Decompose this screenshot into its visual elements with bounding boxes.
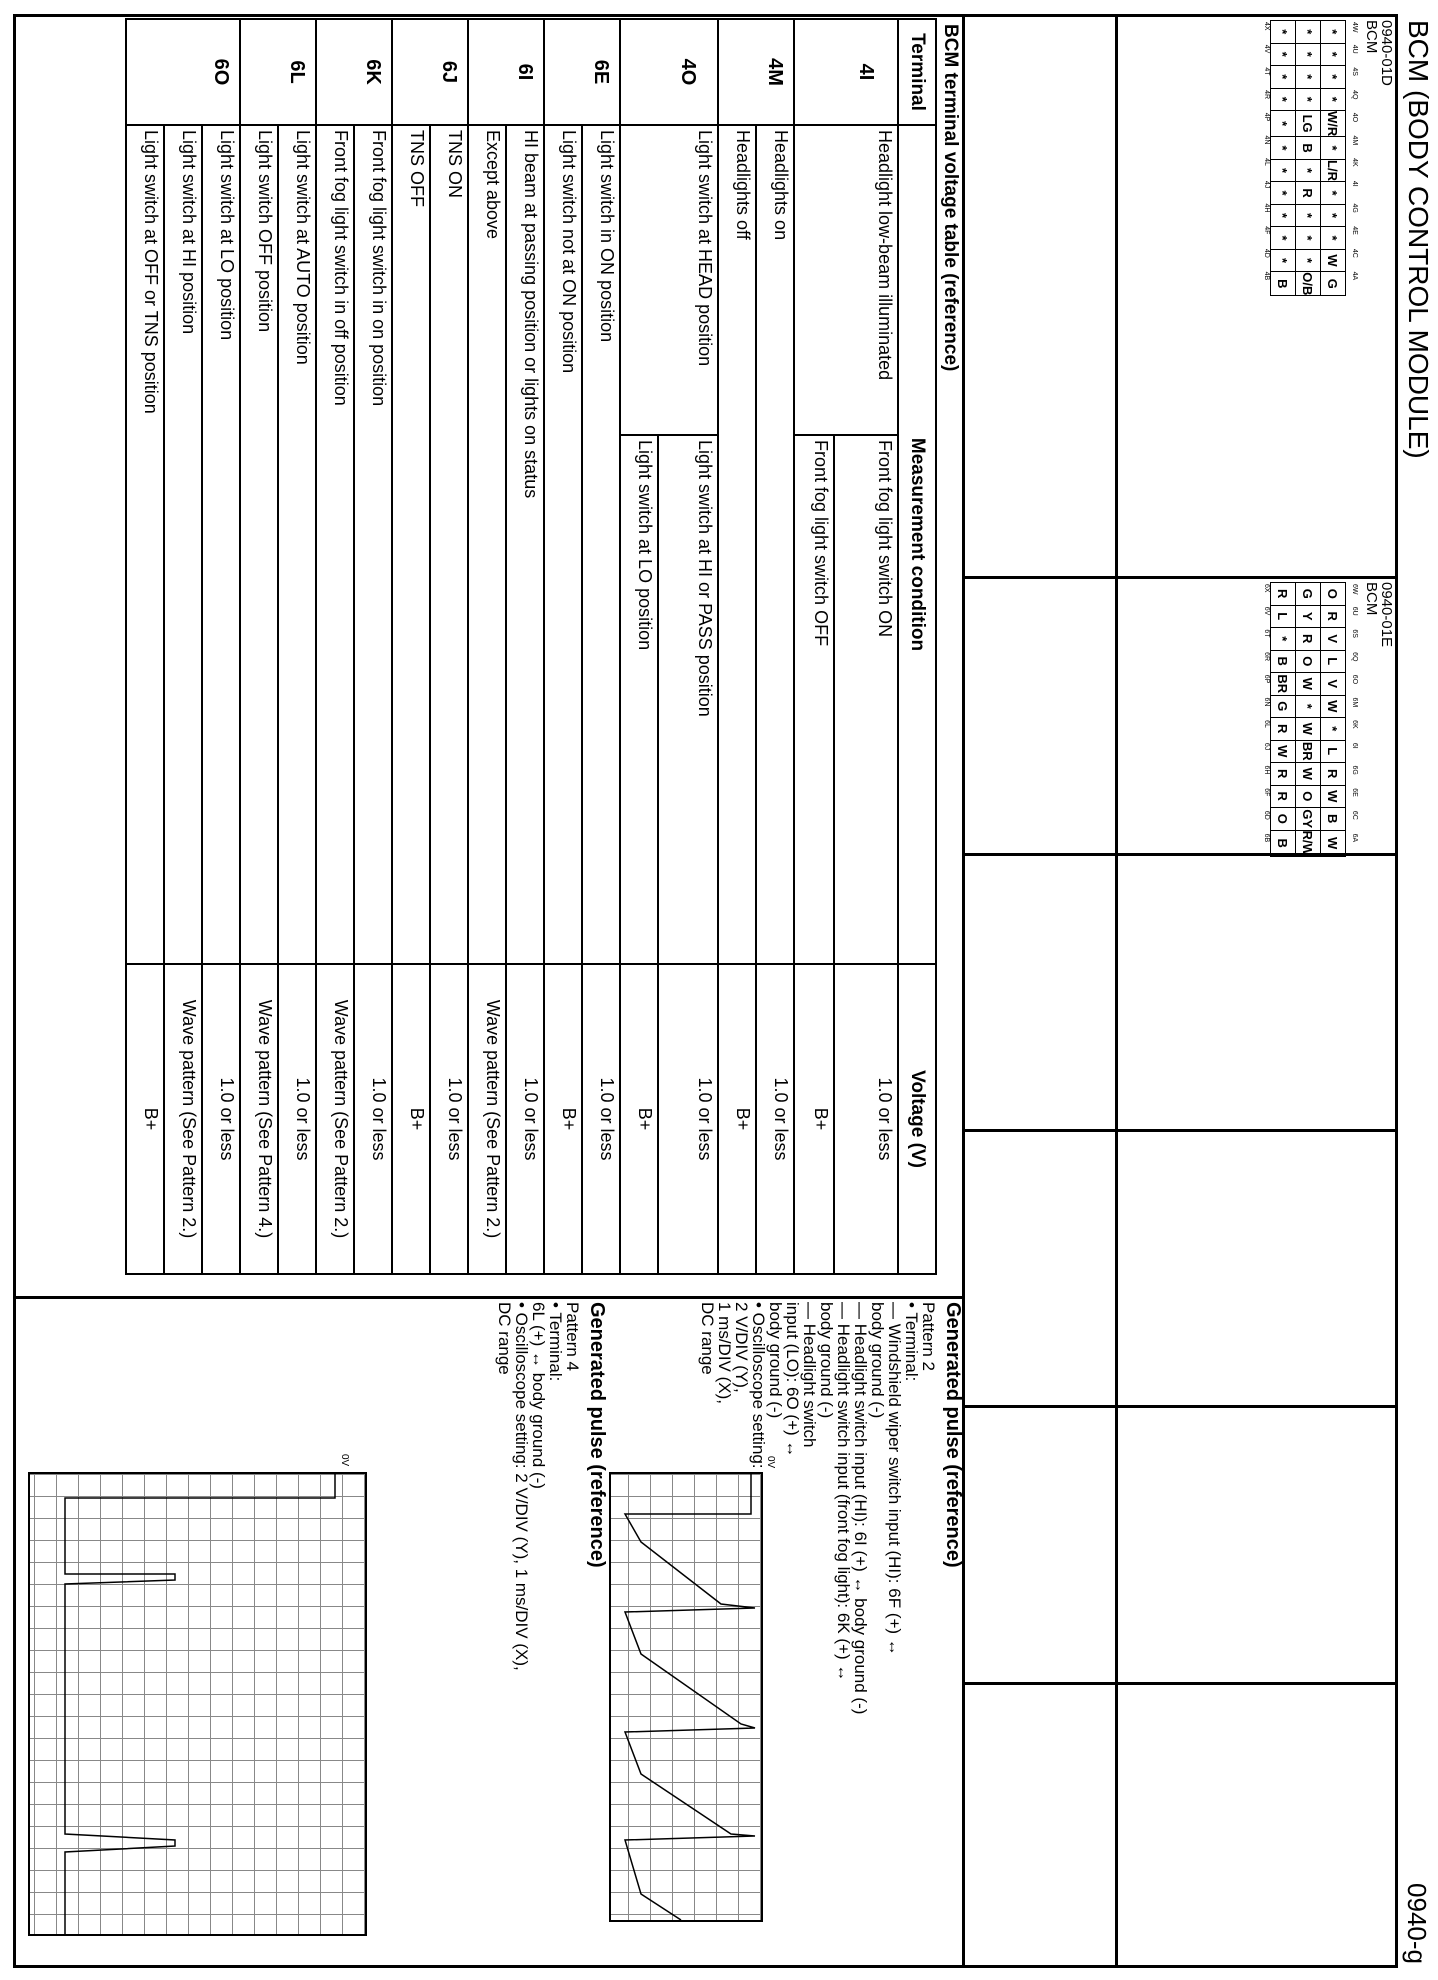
condition-cell: Headlights off: [718, 125, 756, 964]
voltage-cell: 1.0 or less: [506, 964, 544, 1274]
terminal-cell: [164, 19, 202, 125]
pin-label: 4D: [1263, 248, 1270, 258]
pin-label: 4V: [1263, 44, 1270, 54]
voltage-cell: B+: [544, 964, 582, 1274]
pin-label: 4Q: [1351, 90, 1358, 100]
voltage-cell: B+: [392, 964, 430, 1274]
pin-label: 4G: [1351, 203, 1358, 213]
table-row: [658, 19, 718, 1274]
pin-cell: R: [1296, 182, 1321, 205]
pin-cell: V: [1321, 628, 1346, 651]
pin-cell: *: [1321, 66, 1346, 89]
pin-label: 6W: [1351, 584, 1358, 595]
pattern-2-waveform: [611, 1474, 761, 1920]
zero-volt-label: 0V: [339, 1454, 350, 1467]
text-line: • Oscilloscope setting: 2 V/DIV (Y), 1 ms/DIV (X),: [512, 1302, 531, 1671]
condition-cell: Light switch at LO position: [202, 125, 240, 964]
grid-line: [1115, 14, 1118, 1968]
voltage-cell: 1.0 or less: [582, 964, 620, 1274]
pin-label: 6S: [1351, 629, 1358, 638]
text-line: — Headlight switch: [800, 1302, 819, 1448]
pin-cell: *: [1271, 111, 1296, 137]
pin-cell: R: [1296, 628, 1321, 651]
condition-cell: Light switch at OFF or TNS position: [126, 125, 164, 964]
table-row: [240, 19, 278, 1274]
text-line: • Oscilloscope setting:: [749, 1302, 768, 1469]
pin-label: 4T: [1263, 67, 1270, 76]
pin-label: 4I: [1351, 180, 1358, 187]
pin-cell: W: [1271, 740, 1296, 763]
pin-label: 6G: [1351, 765, 1358, 775]
pin-cell: B: [1271, 650, 1296, 673]
text-line: — Headlight switch input (front fog light): 6K (+) ↔: [834, 1302, 853, 1682]
table-row: [278, 19, 316, 1274]
pin-cell: R: [1321, 605, 1346, 628]
pulse-heading: Generated pulse (reference): [942, 1302, 964, 1568]
pin-label: 6O: [1351, 674, 1358, 685]
pin-label: 6D: [1263, 810, 1270, 820]
pin-cell: W: [1321, 785, 1346, 808]
pin-cell: *: [1321, 43, 1346, 66]
pin-label: 6K: [1351, 720, 1358, 729]
voltage-table-title: BCM terminal voltage table (reference): [940, 24, 961, 372]
connector-code: 0940-01D: [1378, 20, 1395, 86]
pin-cell: *: [1321, 88, 1346, 111]
pin-cell: W: [1321, 830, 1346, 856]
terminal-cell: 6I: [506, 19, 544, 125]
terminal-cell: [468, 19, 506, 125]
pin-cell: B: [1271, 272, 1296, 296]
pin-label: 6B: [1263, 833, 1270, 843]
condition-cell: Light switch at HEAD position: [658, 125, 718, 435]
pattern-2-label: Pattern 2: [919, 1302, 938, 1371]
pin-cell: *: [1321, 204, 1346, 227]
pin-cell: *: [1321, 21, 1346, 44]
text-line: body ground (-): [766, 1302, 785, 1419]
zero-volt-label: 0V: [765, 1456, 776, 1469]
pattern-4-label: Pattern 4: [563, 1302, 582, 1371]
pulse-panel: [20, 1296, 965, 1966]
pin-cell: *: [1271, 628, 1296, 651]
pin-cell: W/R: [1321, 111, 1346, 137]
pin-cell: *: [1271, 43, 1296, 66]
pin-cell: L: [1271, 605, 1296, 628]
pin-cell: *: [1296, 204, 1321, 227]
sub-condition-cell: Light switch at HI or PASS position: [658, 435, 718, 964]
terminal-cell: [718, 19, 756, 125]
table-row: [316, 19, 354, 1274]
pin-label: 4E: [1351, 226, 1358, 235]
pin-label: 6Q: [1351, 652, 1358, 662]
pin-cell: *: [1296, 66, 1321, 89]
pin-cell: G: [1271, 695, 1296, 718]
text-line: 1 ms/DIV (X),: [715, 1302, 734, 1405]
pin-label: 6J: [1263, 742, 1270, 751]
grid-line: [965, 576, 1398, 579]
pin-cell: *: [1271, 227, 1296, 250]
connector-0940-01e: [1258, 582, 1394, 857]
pin-cell: L/R: [1321, 159, 1346, 182]
condition-cell: Light switch at AUTO position: [278, 125, 316, 964]
header-condition: Measurement condition: [898, 125, 936, 964]
terminal-cell: [392, 19, 430, 125]
connector-code: 0940-01E: [1378, 582, 1395, 648]
terminal-cell: [126, 19, 164, 125]
text-line: 6L (+) ↔ body ground (-): [529, 1302, 548, 1489]
voltage-cell: B+: [620, 964, 658, 1274]
voltage-cell: B+: [126, 964, 164, 1274]
condition-cell: Front fog light switch in on position: [354, 125, 392, 964]
pin-cell: V: [1321, 673, 1346, 696]
table-row: [794, 19, 834, 1274]
condition-cell: Light switch in ON position: [582, 125, 620, 964]
condition-cell: Front fog light switch in off position: [316, 125, 354, 964]
pin-cell: W: [1296, 673, 1321, 696]
pin-cell: W: [1321, 695, 1346, 718]
pin-cell: *: [1271, 21, 1296, 44]
condition-cell: Light switch not at ON position: [544, 125, 582, 964]
pin-label: 6E: [1351, 788, 1358, 797]
condition-cell: [794, 125, 834, 435]
text-line: DC range: [495, 1302, 514, 1375]
page-title: BCM (BODY CONTROL MODULE): [1403, 20, 1434, 459]
connector-name: BCM: [1363, 20, 1380, 54]
pattern-4-scope: [28, 1472, 367, 1936]
voltage-cell: Wave pattern (See Pattern 2.): [468, 964, 506, 1274]
pattern-4-waveform: [30, 1474, 365, 1934]
table-row: [544, 19, 582, 1274]
voltage-cell: 1.0 or less: [354, 964, 392, 1274]
pin-cell: *: [1296, 159, 1321, 182]
voltage-cell: 1.0 or less: [834, 964, 898, 1274]
pin-label: 6M: [1351, 697, 1358, 708]
terminal-cell: [794, 19, 834, 125]
text-line: — Windshield wiper switch input (HI): 6F (+) ↔: [885, 1302, 904, 1656]
terminal-cell: 6O: [202, 19, 240, 125]
condition-cell: Headlights on: [756, 125, 794, 964]
pin-cell: *: [1321, 227, 1346, 250]
pin-cell: *: [1271, 182, 1296, 205]
table-row: [506, 19, 544, 1274]
pulse-heading-2: Generated pulse (reference): [586, 1302, 608, 1568]
pin-cell: R/W: [1296, 830, 1321, 856]
pin-cell: *: [1321, 718, 1346, 741]
table-row: [430, 19, 468, 1274]
pin-label: 4S: [1351, 67, 1358, 76]
text-line: body ground (-): [817, 1302, 836, 1419]
pin-label: 6R: [1263, 652, 1270, 662]
page-number: 0940-g: [1402, 1883, 1432, 1964]
pin-cell: R: [1271, 763, 1296, 786]
pin-label: 6H: [1263, 765, 1270, 775]
table-row: [392, 19, 430, 1274]
pin-cell: *: [1271, 137, 1296, 160]
sub-condition-cell: Front fog light switch OFF: [794, 435, 834, 964]
pin-cell: *: [1296, 227, 1321, 250]
pin-label: 4O: [1351, 112, 1358, 123]
text-line: • Terminal:: [546, 1302, 565, 1382]
voltage-cell: Wave pattern (See Pattern 2.): [164, 964, 202, 1274]
pin-label: 4B: [1263, 271, 1270, 281]
grid-line: [965, 1405, 1398, 1408]
pin-cell: B: [1296, 137, 1321, 160]
terminal-cell: [316, 19, 354, 125]
pin-label: 4W: [1351, 22, 1358, 33]
voltage-cell: Wave pattern (See Pattern 4.): [240, 964, 278, 1274]
connector-name: BCM: [1363, 582, 1380, 616]
pin-cell: O: [1271, 808, 1296, 831]
pin-cell: B: [1271, 830, 1296, 856]
pin-cell: L: [1321, 740, 1346, 763]
voltage-cell: 1.0 or less: [430, 964, 468, 1274]
pin-cell: W: [1296, 763, 1321, 786]
terminal-cell: 6K: [354, 19, 392, 125]
pin-cell: *: [1296, 88, 1321, 111]
sub-condition-cell: Front fog light switch ON: [834, 435, 898, 964]
text-line: — Headlight switch input (HI): 6I (+) ↔ body ground (-): [851, 1302, 870, 1715]
table-row: [126, 19, 164, 1274]
condition-cell: [620, 125, 658, 435]
terminal-cell: 4I: [834, 19, 898, 125]
pin-cell: *: [1296, 695, 1321, 718]
pin-cell: B: [1321, 808, 1346, 831]
voltage-cell: 1.0 or less: [202, 964, 240, 1274]
pin-label: 4U: [1351, 44, 1358, 54]
pin-cell: *: [1321, 182, 1346, 205]
pin-cell: GY: [1296, 808, 1321, 831]
condition-cell: Light switch at HI position: [164, 125, 202, 964]
terminal-cell: 4M: [756, 19, 794, 125]
table-row: [718, 19, 756, 1274]
pin-cell: R: [1271, 718, 1296, 741]
text-line: • Terminal:: [902, 1302, 921, 1382]
pin-cell: BR: [1296, 740, 1321, 763]
table-row: [756, 19, 794, 1274]
connector-pin-grid: [1270, 582, 1346, 857]
condition-cell: Headlight low-beam illuminated: [834, 125, 898, 435]
pin-cell: O: [1321, 583, 1346, 606]
pin-cell: BR: [1271, 673, 1296, 696]
pin-label: 4H: [1263, 203, 1270, 213]
pin-cell: O: [1296, 650, 1321, 673]
terminal-cell: 6E: [582, 19, 620, 125]
pin-label: 4R: [1263, 90, 1270, 100]
pin-cell: *: [1271, 159, 1296, 182]
pin-cell: *: [1296, 249, 1321, 272]
pin-label: 4M: [1351, 135, 1358, 146]
connector-pin-grid: [1270, 20, 1346, 296]
pin-label: 4C: [1351, 248, 1358, 258]
terminal-cell: [240, 19, 278, 125]
pin-cell: G: [1321, 272, 1346, 296]
pin-label: 6U: [1351, 606, 1358, 616]
pin-label: 6X: [1263, 584, 1270, 593]
pin-label: 4K: [1351, 158, 1358, 167]
voltage-cell: 1.0 or less: [658, 964, 718, 1274]
pin-label: 6I: [1351, 742, 1358, 749]
pin-cell: *: [1271, 88, 1296, 111]
pin-label: 6P: [1263, 674, 1270, 684]
pin-label: 4J: [1263, 180, 1270, 189]
pin-cell: W: [1296, 718, 1321, 741]
voltage-cell: B+: [794, 964, 834, 1274]
text-line: body ground (-): [868, 1302, 887, 1419]
voltage-table-grid: [125, 18, 937, 1275]
pin-cell: LG: [1296, 111, 1321, 137]
terminal-cell: 4O: [658, 19, 718, 125]
pin-label: 4F: [1263, 226, 1270, 235]
pin-cell: L: [1321, 650, 1346, 673]
table-row: [834, 19, 898, 1274]
voltage-table: [20, 18, 965, 1278]
header-voltage: Voltage (V): [898, 964, 936, 1274]
terminal-cell: [620, 19, 658, 125]
table-row: [164, 19, 202, 1274]
pin-label: 4A: [1351, 271, 1358, 281]
pin-cell: R: [1321, 763, 1346, 786]
condition-cell: Except above: [468, 125, 506, 964]
voltage-cell: Wave pattern (See Pattern 2.): [316, 964, 354, 1274]
voltage-cell: 1.0 or less: [278, 964, 316, 1274]
pattern-4-text: [496, 1302, 581, 1952]
pin-cell: *: [1296, 43, 1321, 66]
pin-label: 4X: [1263, 22, 1270, 31]
pin-label: 6V: [1263, 606, 1270, 616]
table-row: [202, 19, 240, 1274]
text-line: DC range: [698, 1302, 717, 1375]
voltage-cell: B+: [718, 964, 756, 1274]
pin-cell: R: [1271, 785, 1296, 808]
terminal-cell: [544, 19, 582, 125]
text-line: input (LO): 6O (+) ↔: [783, 1302, 802, 1458]
table-row: [620, 19, 658, 1274]
pin-cell: Y: [1296, 605, 1321, 628]
pin-label: 6A: [1351, 833, 1358, 843]
pin-label: 6L: [1263, 720, 1270, 728]
terminal-cell: 6J: [430, 19, 468, 125]
table-row: [354, 19, 392, 1274]
condition-cell: TNS ON: [430, 125, 468, 964]
pin-cell: *: [1296, 21, 1321, 44]
pin-cell: G: [1296, 583, 1321, 606]
pin-label: 6C: [1351, 810, 1358, 820]
pin-label: 4N: [1263, 135, 1270, 145]
grid-line: [965, 1129, 1398, 1132]
pin-cell: R: [1271, 583, 1296, 606]
text-line: 2 V/DIV (Y),: [732, 1302, 751, 1393]
grid-line: [965, 1682, 1398, 1685]
pin-label: 6T: [1263, 629, 1270, 638]
table-row: [468, 19, 506, 1274]
terminal-cell: 6L: [278, 19, 316, 125]
pin-label: 4L: [1263, 158, 1270, 166]
condition-cell: HI beam at passing position or lights on status: [506, 125, 544, 964]
pin-cell: O/B: [1296, 272, 1321, 296]
sub-condition-cell: Light switch at LO position: [620, 435, 658, 964]
voltage-cell: 1.0 or less: [756, 964, 794, 1274]
pin-cell: *: [1271, 249, 1296, 272]
pattern-2-scope: [609, 1472, 763, 1922]
pin-label: 6N: [1263, 697, 1270, 707]
condition-cell: Light switch OFF position: [240, 125, 278, 964]
pin-cell: *: [1321, 137, 1346, 160]
condition-cell: TNS OFF: [392, 125, 430, 964]
pin-cell: O: [1296, 785, 1321, 808]
pin-cell: *: [1271, 66, 1296, 89]
pin-label: 4P: [1263, 112, 1270, 122]
pin-cell: *: [1271, 204, 1296, 227]
table-row: [582, 19, 620, 1274]
pin-label: 6F: [1263, 788, 1270, 797]
header-terminal: Terminal: [898, 19, 936, 125]
connector-0940-01d: [1258, 20, 1394, 296]
pin-cell: W: [1321, 249, 1346, 272]
